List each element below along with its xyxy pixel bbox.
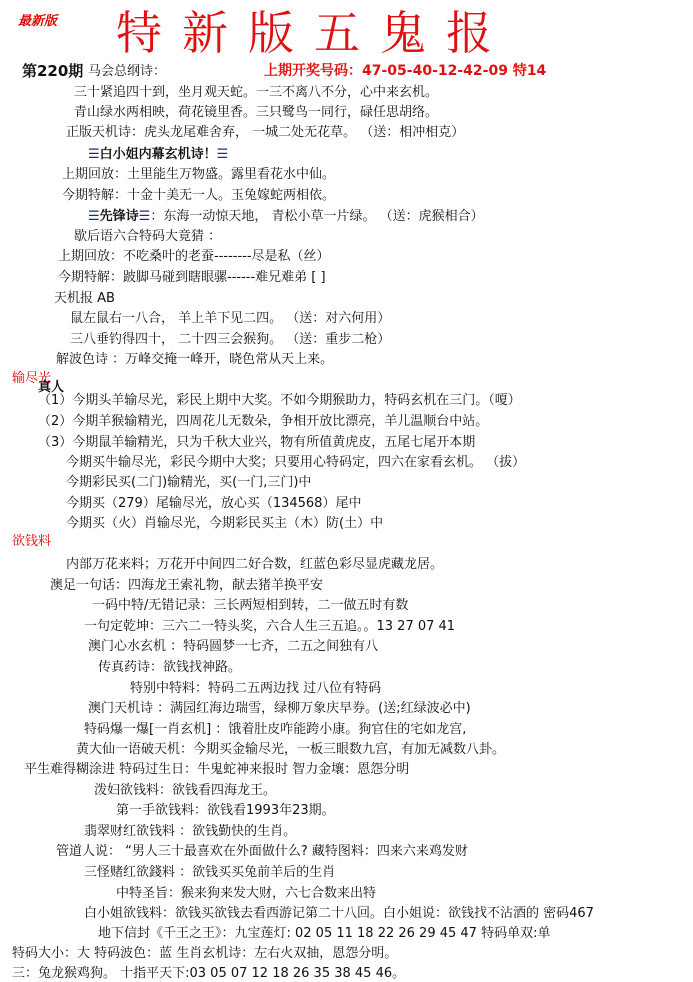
text-line: 马会总纲诗： bbox=[88, 64, 167, 79]
text-line: 泼妇欲钱料：欲钱看四海龙王。 bbox=[94, 783, 277, 798]
text-line: 真人 bbox=[38, 380, 65, 395]
text-line-label: 先锋诗 bbox=[99, 209, 139, 224]
text-line: 中特圣旨：猴来狗来发大财，六七合数来出特 bbox=[116, 886, 377, 901]
text-line: 翡翠财红欲钱料 ：欲钱勤快的生肖。 bbox=[84, 824, 297, 839]
text-line: 今期特解：十金十美无一人。玉兔嫁蛇两相依。 bbox=[62, 188, 336, 203]
text-line: 输尽光 bbox=[12, 371, 52, 386]
text-line: 青山绿水两相映，荷花镜里香。三只鹭鸟一同行，碌任思胡络。 bbox=[74, 105, 439, 120]
text-line: 一码中特/无错记录：三长两短相到转，二一做五时有数 bbox=[92, 598, 409, 613]
text-line: 欲钱料 bbox=[12, 534, 52, 549]
text-line: 三八垂钓得四十， 二十四三会猴狗。 （送：重步二枪） bbox=[70, 332, 391, 347]
text-line: 今期买牛输尽光，彩民今期中大奖；只要用心特码定，四六在家看玄机。 （拔） bbox=[66, 455, 526, 470]
page-title: 特新版五鬼报 bbox=[116, 6, 512, 60]
text-line bbox=[88, 147, 228, 163]
text-line: 管道人说： “男人三十最喜欢在外面做什么? 藏特图料：四来六来鸡发财 bbox=[56, 844, 468, 859]
text-line: 上期回放：不吃桑叶的老蚕--------尽是私（丝） bbox=[58, 249, 330, 264]
text-line: 歇后语六合特码大竟猜 ： bbox=[74, 229, 222, 244]
text-line: 澳门心水玄机 ：特码圆梦一七齐，二五之间独有八 bbox=[88, 639, 379, 654]
text-line: 三十紧追四十到，坐月观天蛇。一三不离八不分，心中来玄机。 bbox=[74, 85, 439, 100]
text-line: 特码爆一爆[一肖玄机] ：饿着肚皮咋能跨小康。狗官住的宅如龙宫, bbox=[84, 722, 467, 737]
text-line: 第一手欲钱料：欲钱看1993年23期。 bbox=[116, 803, 335, 818]
text-line: 上期回放：土里能生万物盛。露里看花水中仙。 bbox=[62, 167, 336, 182]
text-line: 三怪赌红欲錢料 ：欲钱买买兔前羊后的生肖 bbox=[84, 865, 336, 880]
text-line: 解波色诗 ：万峰交掩一峰开，晓色常从天上来。 bbox=[56, 352, 334, 367]
text-line: 今期买（279）尾输尽光，放心买（134568）尾中 bbox=[66, 496, 362, 511]
triple-bar-icon: ☰ bbox=[216, 147, 229, 162]
text-line: 传真药诗：欲钱找神路。 bbox=[98, 660, 242, 675]
text-line: 黄大仙一语破天机：今期买金输尽光，一板三眼数九宫，有加无减数八卦。 bbox=[76, 742, 506, 757]
text-line: 澳足一句话：四海龙王索礼物，献去猪羊换平安 bbox=[50, 578, 324, 593]
text-line: 白小姐欲钱料：欲钱买欲钱去看西游记第二十八回。白小姐说：欲钱找不沾酒的 密码467 bbox=[84, 906, 594, 921]
text-line: 地下信封《千王之王》：九宝莲灯: 02 05 11 18 22 26 29 45 47 特码单双:单 bbox=[98, 926, 551, 941]
text-line-rest: ：东海一动惊天地， 青松小草一片绿。 （送：虎猴相合） bbox=[150, 209, 484, 224]
last-draw-numbers: 上期开奖号码：47-05-40-12-42-09 特14 bbox=[264, 63, 547, 79]
text-line: 特码大小：大 特码波色：蓝 生肖玄机诗：左右火双抽，恩怨分明。 bbox=[12, 946, 398, 961]
text-line: 正版天机诗：虎头龙尾难舍弃， 一城二处无花草。 （送：相冲相克） bbox=[66, 125, 465, 140]
triple-bar-icon: ☰ bbox=[88, 209, 100, 224]
text-line: 鼠左鼠右一八合， 羊上羊下见二四。 （送：对六何用） bbox=[70, 311, 391, 326]
text-line: （1）今期头羊输尽光，彩民上期中大奖。不如今期猴助力，特码玄机在三门。（嗄） bbox=[38, 393, 521, 408]
text-line bbox=[88, 209, 484, 225]
issue-number: 第220期 bbox=[22, 62, 84, 80]
text-line: 一句定乾坤：三六二一特头奖，六合人生三五追。。13 27 07 41 bbox=[84, 619, 456, 634]
text-line: （2）今期羊猴输精光，四周花儿无数朵，争相开放比漂亮，羊儿温顺台中站。 bbox=[38, 414, 489, 429]
text-line: 澳门天机诗 ：满园红海边瑞雪，绿柳万象庆早券。(送;红绿波必中) bbox=[88, 701, 471, 716]
triple-bar-icon: ☰ bbox=[138, 209, 151, 224]
text-line: 特别中特料：特码二五两边找 过八位有特码 bbox=[130, 681, 382, 696]
text-line: 三：兔龙猴鸡狗。 十指平天下:03 05 07 12 18 26 35 38 45 46。 bbox=[12, 966, 406, 981]
text-line-label: 白小姐内幕玄机诗！ bbox=[99, 147, 217, 162]
text-line: 平生难得糊涂进 特码过生日：牛鬼蛇神来报时 智力金壤：恩怨分明 bbox=[24, 762, 410, 777]
latest-version-badge: 最新版 bbox=[18, 14, 58, 29]
text-line: 今期特解：跛脚马碰到瞎眼骡------难兄难弟 [ ] bbox=[58, 270, 326, 285]
text-line: （3）今期鼠羊输精光，只为千秋大业兴，物有所值黄虎皮，五尾七尾开本期 bbox=[38, 435, 476, 450]
triple-bar-icon: ☰ bbox=[88, 147, 100, 162]
text-line: 今期买（火）肖输尽光，今期彩民买主（木）防(土）中 bbox=[66, 516, 384, 531]
text-line: 天机报 AB bbox=[54, 291, 115, 306]
text-line: 今期彩民买(二门)输精光，买(一门,三门)中 bbox=[66, 475, 312, 490]
text-line: 内部万花来料；万花开中间四二好合数，红蓝色彩尽显虎藏龙居。 bbox=[66, 557, 444, 572]
